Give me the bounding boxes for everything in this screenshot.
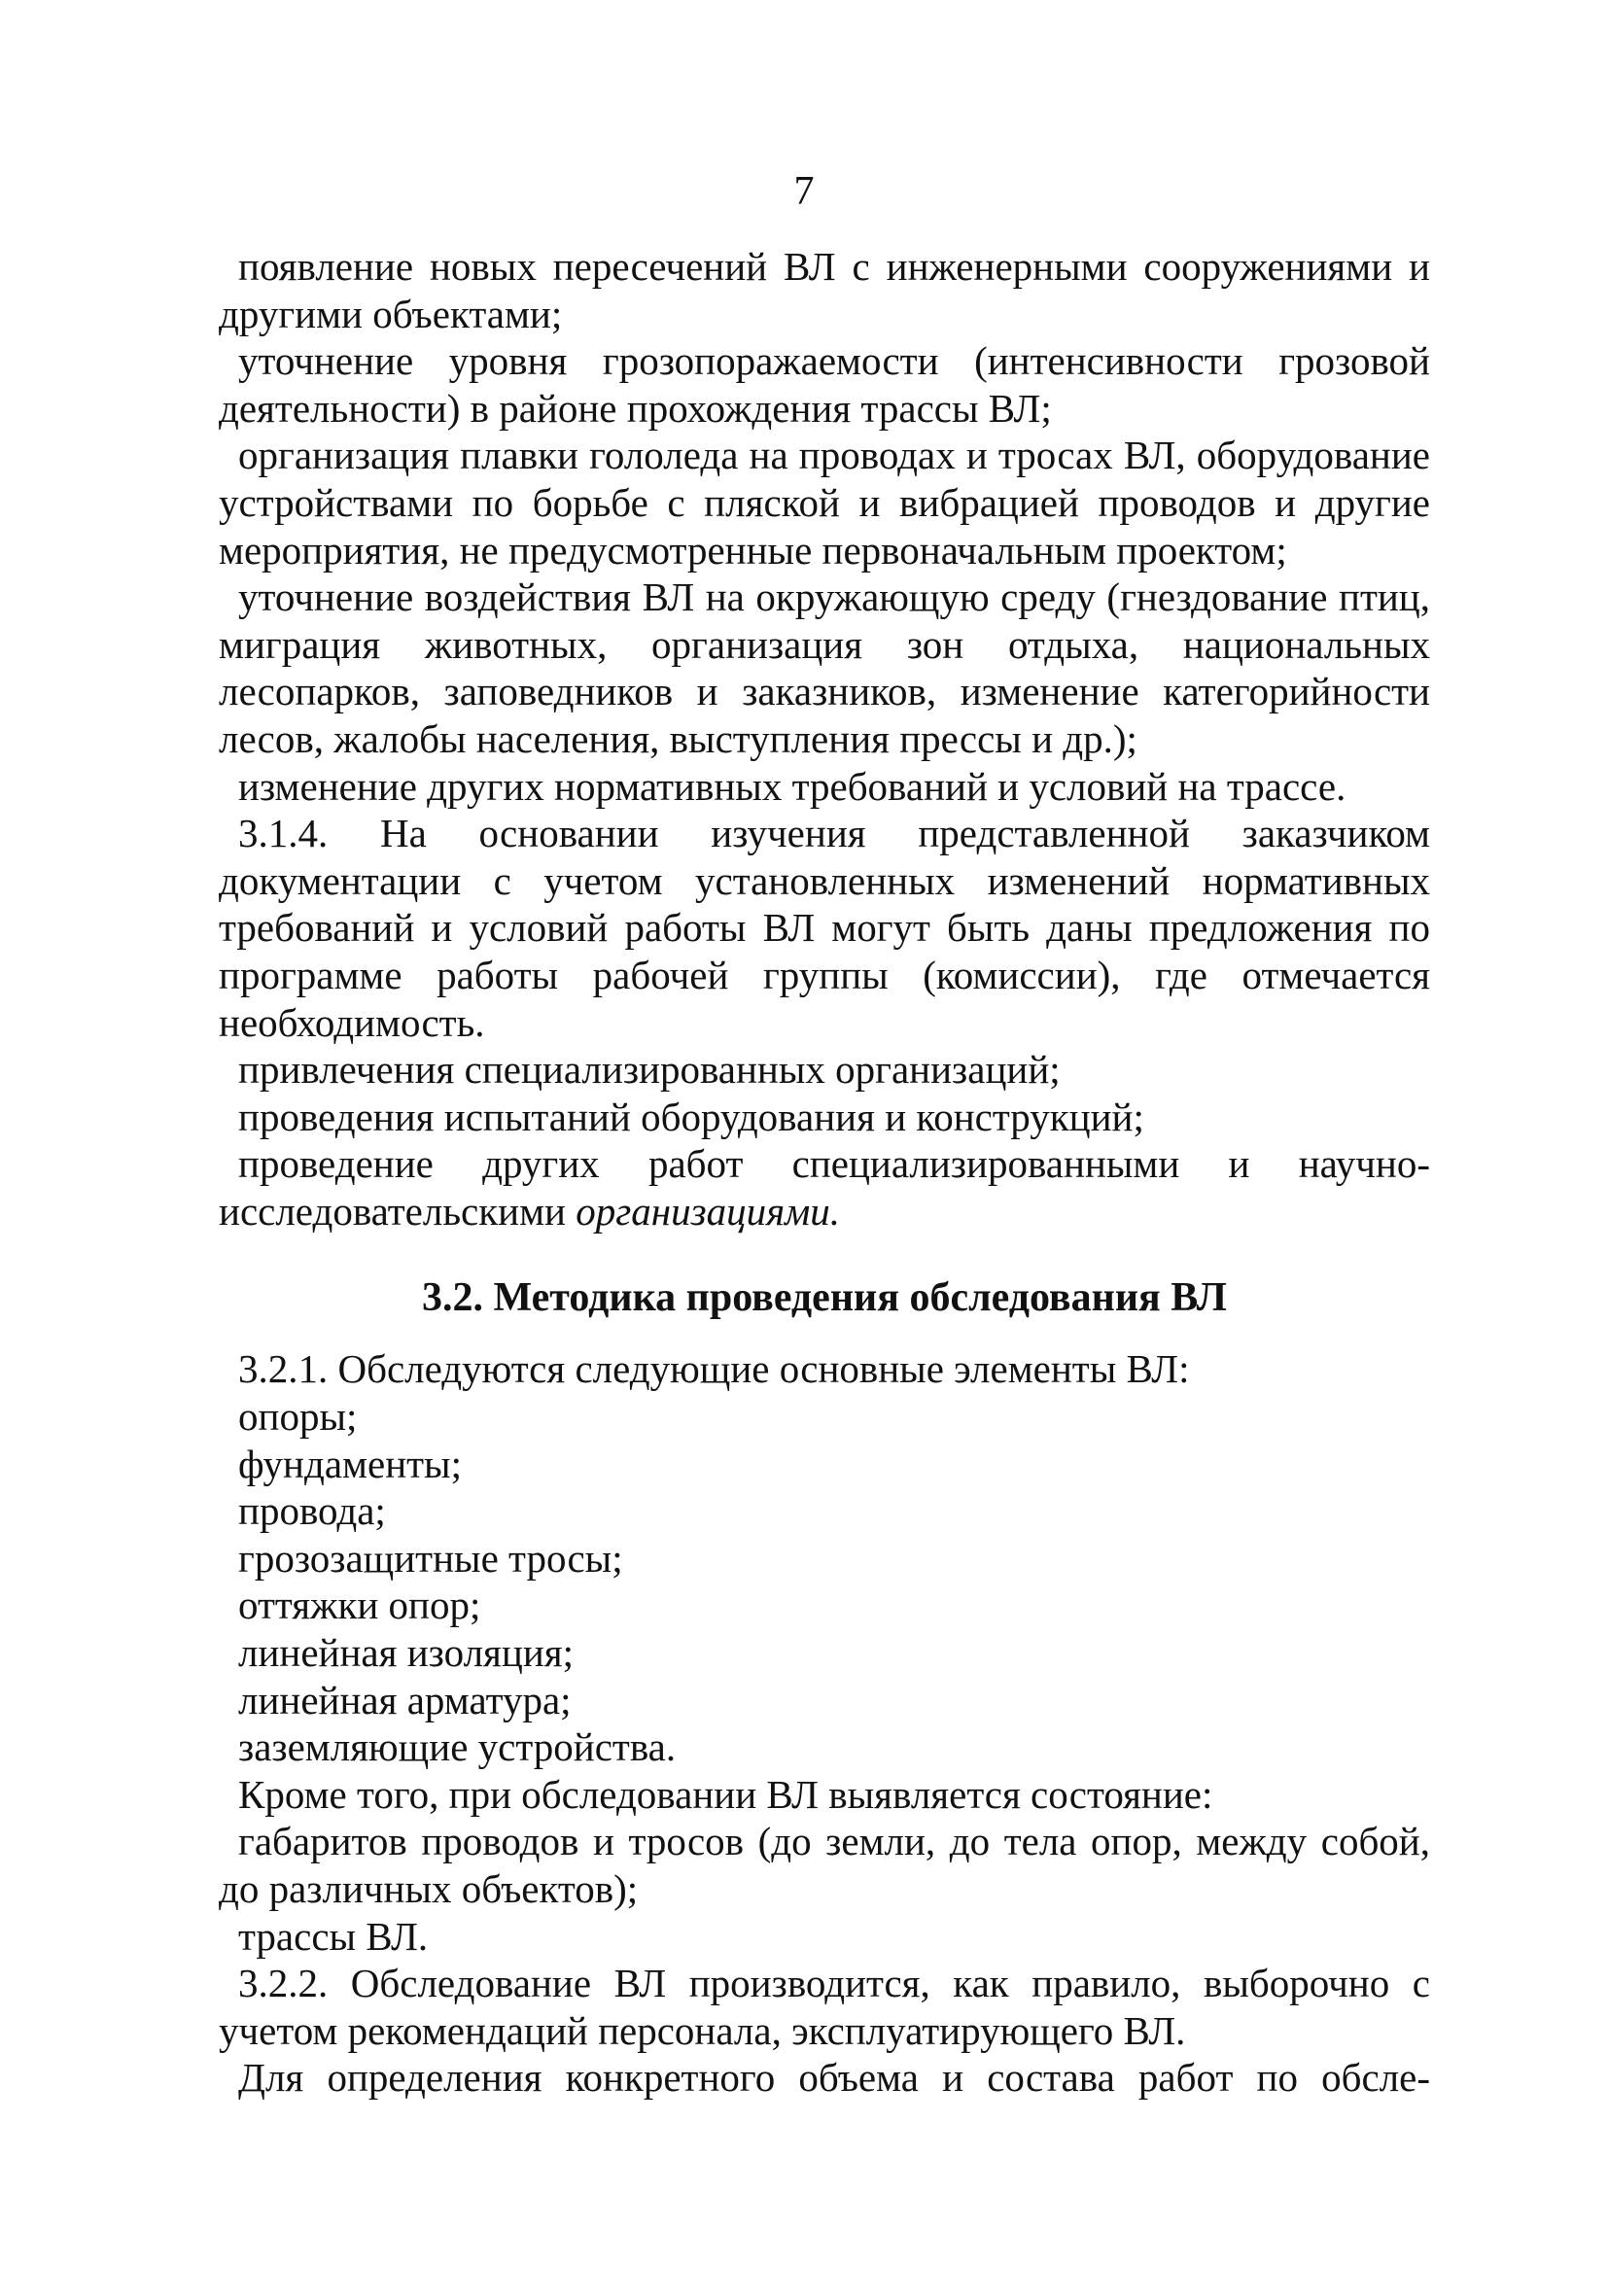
paragraph: появление новых пересечений ВЛ с инженерными сооружениями и другими объектами; [219, 244, 1430, 336]
list-item: фундаменты; [238, 1441, 462, 1486]
clause-3-2-2: 3.2.2. Обследование ВЛ производится, как правило, выборочно с учетом рекомендаций персонала, эксплуатирующего ВЛ. [219, 1961, 1430, 2053]
list-item: габаритов проводов и тросов (до земли, до тела опор, между собой, до различных объектов); [219, 1819, 1430, 1911]
list-item: грозозащитные тросы; [238, 1535, 623, 1581]
paragraph: уточнение воздействия ВЛ на окружающую среду (гнездование птиц, миграция животных, организация зон отдыха, национальных лесопарков, заповедников и заказников, изменение категорийности лесов, жалобы населения, выступления прессы и др.); [219, 574, 1430, 761]
paragraph: Кроме того, при обследовании ВЛ выявляется состояние: [238, 1771, 1213, 1817]
clause-3-2-1: 3.2.1. Обследуются следующие основные элементы ВЛ: [238, 1346, 1190, 1392]
paragraph: изменение других нормативных требований и условий на трассе. [238, 763, 1346, 809]
list-item [219, 1140, 1430, 1235]
list-item: трассы ВЛ. [238, 1913, 429, 1959]
paragraph: организация плавки гололеда на проводах и тросах ВЛ, оборудование устройствами по борьбе с пляской и вибрацией проводов и другие мероприятия, не предусмотренные первоначальным проектом; [219, 433, 1430, 573]
list-item: оттяжки опор; [238, 1583, 481, 1628]
list-item: проведения испытаний оборудования и конструкций; [238, 1094, 1144, 1139]
list-item-text: проведение других работ специализированными и научно-исследовательскими [219, 1141, 1430, 1234]
list-item-emphasis: организациями. [576, 1188, 841, 1234]
list-item: линейная изоляция; [238, 1630, 575, 1676]
list-item: привлечения специализированных организаций; [238, 1047, 1061, 1093]
paragraph: Для определения конкретного объема и состава работ по обсле- [238, 2055, 1430, 2101]
clause-3-1-4: 3.1.4. На основании изучения представленной заказчиком документации с учетом установленных изменений нормативных требований и условий работы ВЛ могут быть даны предложения по программе работы рабочей группы (комиссии), где отмечается необходимость. [219, 811, 1430, 1045]
paragraph: уточнение уровня грозопоражаемости (интенсивности грозовой деятельности) в районе прохождения трассы ВЛ; [219, 338, 1430, 431]
list-item: опоры; [238, 1394, 358, 1440]
list-item: линейная арматура; [238, 1677, 572, 1722]
section-heading: 3.2. Методика проведения обследования ВЛ [422, 1275, 1227, 1321]
list-item: заземляющие устройства. [238, 1724, 677, 1770]
page-body [219, 243, 1430, 2102]
list-item: провода; [238, 1488, 386, 1534]
page-number: 7 [793, 169, 815, 214]
